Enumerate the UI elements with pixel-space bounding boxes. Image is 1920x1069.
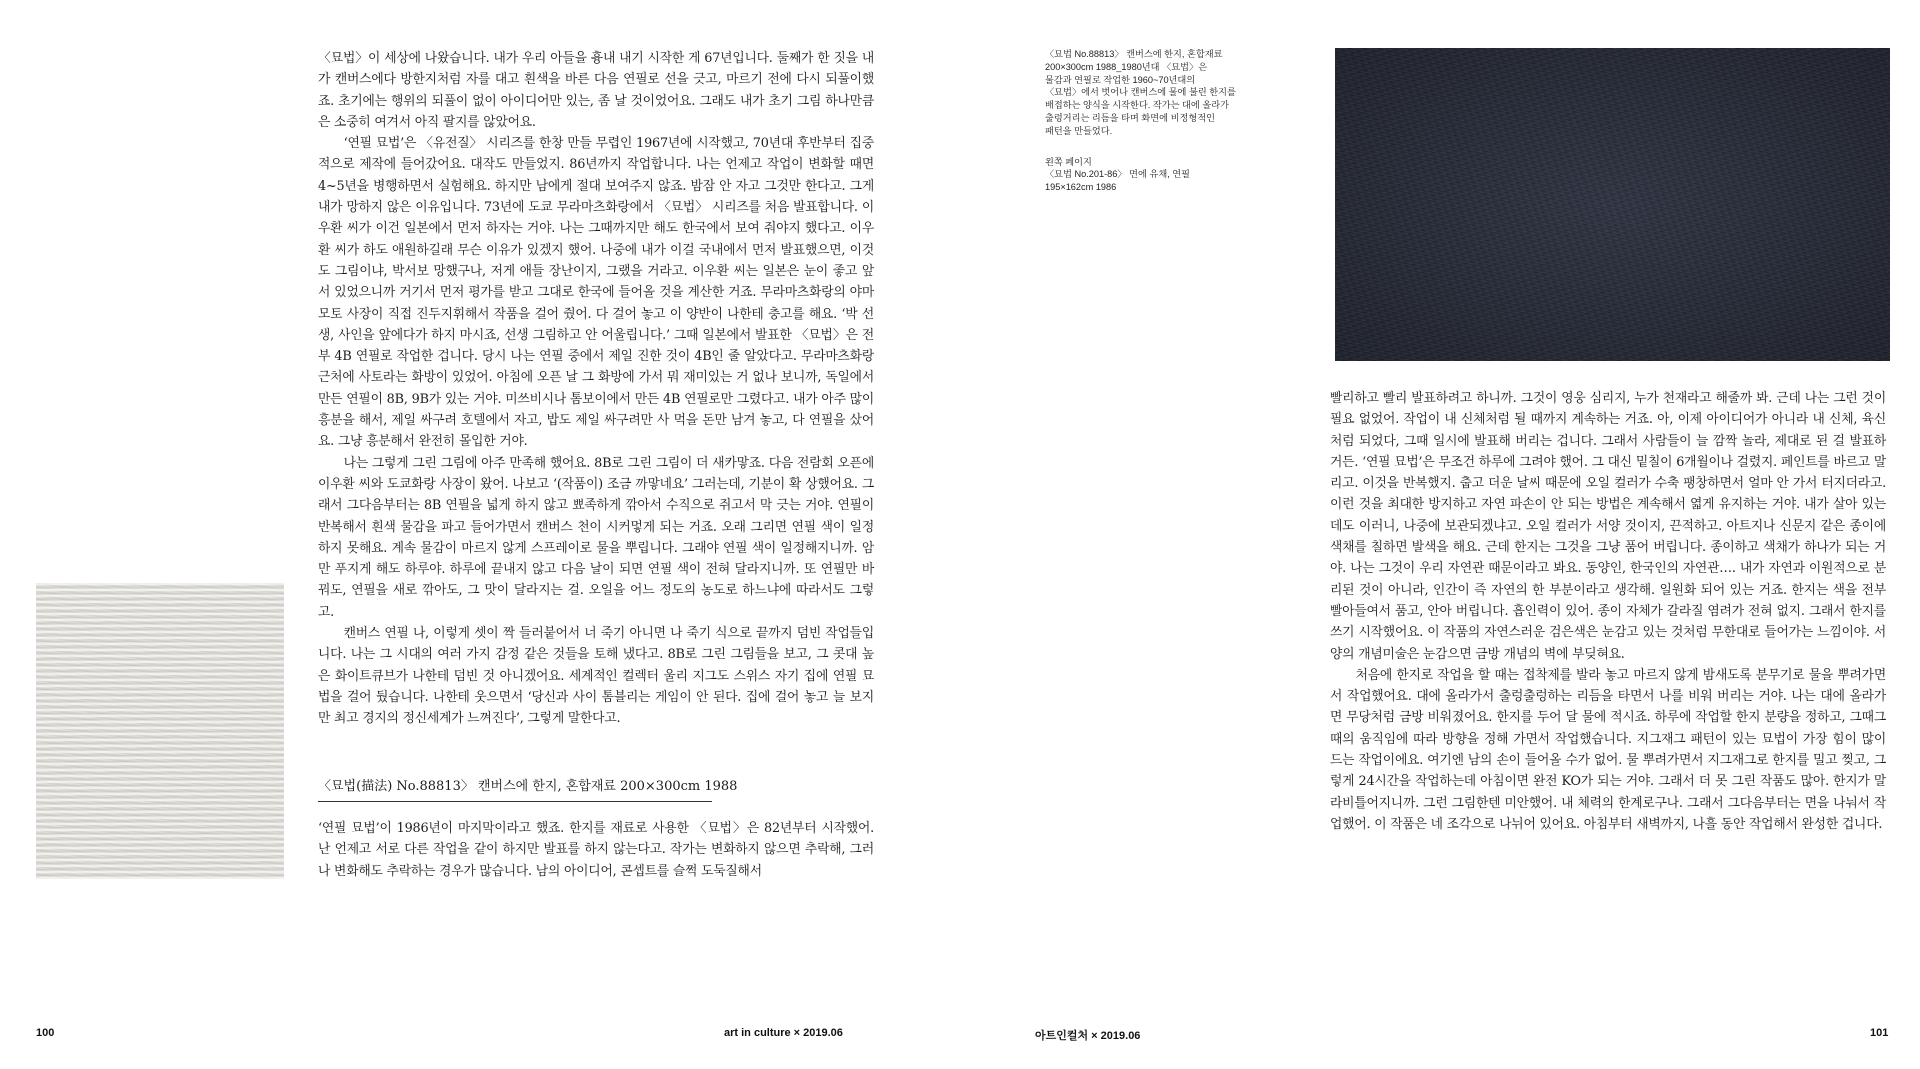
caption-line: 배접하는 양식을 시작한다. 작가는 대에 올라가 bbox=[1045, 100, 1229, 111]
body-paragraph: 캔버스 연필 나, 이렇게 셋이 짝 들러붙어서 너 죽기 아니면 나 죽기 식으로 끝까지 덤빈 작업들입니다. 나는 그 시대의 여러 가지 감정 같은 것들을 토해 냈다고. 8B로 그린 그림들을 보고, 그 콧대 높은 화이트큐브가 나한테 덤빈 것 아니겠어요. 세계적인 컬렉터 울리 지그도 스위스 자기 집에 연필 묘법을 걸어 뒀습니다. 나한테 웃으면서 ‘당신과 사이 톰블리는 게임이 안 된다. 집에 걸어 놓고 늘 보지만 최고 경지의 정신세계가 느껴진다’, 그렇게 말한다고. bbox=[318, 626, 874, 727]
body-paragraph: ‘연필 묘법’은 〈유전질〉 시리즈를 한창 만들 무렵인 1967년에 시작했고, 70년대 후반부터 집중적으로 제작에 들어갔어요. 대작도 만들었지. 86년까지 작업합니다. 나는 언제고 작업이 변화할 때면 4~5년을 병행하면서 실험해요. 하지만 남에게 절대 보여주지 않죠. 밤잠 안 자고 그것만 한다고. 그게 내가 망하지 않은 이유입니다. 73년에 도쿄 무라마츠화랑에서 〈묘법〉 시리즈를 처음 발표합니다. 이우환 씨가 이건 일본에서 먼저 하자는 거야. 나는 그때까지만 해도 한국에서 보여 줘야지 했다고. 이우환 씨가 하도 애원하길래 무슨 이유가 있겠지 했어. 나중에 내가 이걸 국내에서 먼저 발표했으면, 이것도 그림이냐, 박서보 망했구나, 저게 애들 장난이지, 그랬을 거라고. 이우환 씨는 일본은 눈이 좋고 앞서 있었으니까 거기서 먼저 평가를 받고 그대로 한국에 들어올 것을 계산한 거죠. 무라마츠화랑의 야마모토 사장이 직접 진두지휘해서 작품을 걸어 줬어. 다 걸어 놓고 이 양반이 나한테 충고를 해요. ‘박 선생, 사인을 앞에다가 하지 마시죠, 선생 그림하고 안 어울립니다.’ 그때 일본에서 발표한 〈묘법〉은 전부 4B 연필로 작업한 겁니다. 당시 나는 연필 중에서 제일 진한 것이 4B인 줄 알았다고. 무라마츠화랑 근처에 사토라는 화방이 있었어. 아침에 오픈 날 그 화방에 가서 뭐 재미있는 거 없나 보니까, 독일에서 만든 연필이 8B, 9B가 있는 거야. 미쓰비시나 톰보이에서 만든 4B 연필로만 그렸다고. 내가 아주 많이 흥분을 해서, 제일 싸구려 호텔에서 자고, 밥도 제일 싸구려만 사 먹을 돈만 남겨 놓고, 다 연필을 샀어요. 그냥 흥분해서 완전히 몰입한 거야. bbox=[318, 136, 874, 450]
caption-line: 195×162cm 1986 bbox=[1045, 182, 1117, 193]
section-heading: 〈묘법(描法) No.88813〉 캔버스에 한지, 혼합재료 200×300cm 1988 bbox=[318, 779, 738, 794]
caption-line: 〈묘법〉에서 벗어나 캔버스에 물에 불린 한지를 bbox=[1045, 87, 1236, 98]
caption-line: 왼쪽 페이지 bbox=[1045, 156, 1092, 167]
page-number-left: 100 bbox=[36, 1027, 55, 1039]
caption-line: 〈묘법 No.201-86〉 면에 유채, 연필 bbox=[1045, 169, 1191, 180]
section-heading-underline bbox=[318, 801, 712, 802]
left-artwork-image bbox=[36, 583, 284, 879]
body-paragraph: 나는 그렇게 그린 그림에 아주 만족해 했어요. 8B로 그린 그림이 더 새카맣죠. 다음 전람회 오픈에 이우환 씨와 도쿄화랑 사장이 왔어. 나보고 ‘(작품이) 조금 까맣네요’ 그러는데, 기분이 확 상했어요. 그래서 그다음부터는 8B 연필을 넓게 하지 않고 뾰족하게 깎아서 수직으로 쥐고서 막 긋는 거야. 연필이 반복해서 흰색 물감을 파고 들어가면서 캔버스 천이 시커멓게 되는 거죠. 오래 그리면 연필 색이 일정하지 못해요. 계속 물감이 마르지 않게 스프레이로 물을 뿌립니다. 그래야 연필 색이 일정해지니까. 암만 푸지게 해도 하루야. 하루에 끝내지 않고 다음 날이 되면 연필 색이 전혀 달라지니까. 또 연필만 바꿔도, 연필을 새로 깎아도, 그 맛이 달라지는 걸. 오일을 어느 정도의 농도로 하느냐에 따라서도 그렇고. bbox=[318, 455, 874, 620]
caption-line: 출렁거리는 리듬을 타며 화면에 비정형적인 bbox=[1045, 112, 1215, 123]
magazine-footer-left: art in culture × 2019.06 bbox=[724, 1027, 843, 1039]
caption-line: 패턴을 만들었다. bbox=[1045, 125, 1113, 136]
magazine-footer-right: 아트인컬처 × 2019.06 bbox=[1035, 1030, 1141, 1042]
caption-line: 물감과 연필로 작업한 1960~70년대의 bbox=[1045, 74, 1196, 85]
caption-line: 〈묘법 No.88813〉 캔버스에 한지, 혼합재료 bbox=[1045, 49, 1223, 59]
caption-line: 200×300cm 1988_1980년대 〈묘법〉은 bbox=[1045, 61, 1208, 72]
body-paragraph: ‘연필 묘법’이 1986년이 마지막이라고 했죠. 한지를 재료로 사용한 〈묘법〉은 82년부터 시작했어. 난 언제고 서로 다른 작업을 같이 하지만 발표를 하지 않는다고. 작가는 변화하지 않으면 추락해, 그러나 변화해도 추락하는 경우가 많습니다. 남의 아이디어, 콘셉트를 슬쩍 도둑질해서 bbox=[318, 821, 874, 879]
left-body-text bbox=[318, 48, 874, 730]
body-paragraph: 〈묘법〉이 세상에 나왔습니다. 내가 우리 아들을 흉내 내기 시작한 게 67년입니다. 둘째가 한 짓을 내가 캔버스에다 방한지처럼 자를 대고 흰색을 바른 다음 연필로 선을 긋고, 마르기 전에 다시 되풀이했죠. 초기에는 행위의 되풀이 없이 아이디어만 있는, 좀 날 것이었어요. 그래도 내가 초기 그림 하나만큼은 소중히 여겨서 아직 팔지를 않았어요. bbox=[318, 51, 874, 130]
body-paragraph: 처음에 한지로 작업을 할 때는 접착제를 발라 놓고 마르지 않게 밤새도록 분무기로 물을 뿌려가면서 작업했어요. 대에 올라가서 출렁출렁하는 리듬을 타면서 나를 비워 버리는 거야. 나는 대에 올라가면 무당처럼 금방 비워졌어요. 한지를 두어 달 물에 적시죠. 하루에 작업할 한지 분량을 정하고, 그때그때의 움직임에 따라 방향을 정해 가면서 작업했습니다. 지그재그 패턴이 있는 묘법이 가장 힘이 많이 드는 작업이에요. 여기엔 남의 손이 들어올 수가 없어. 물 뿌려가면서 지그재그로 한지를 밀고 찢고, 그렇게 24시간을 작업하는데 아침이면 완전 KO가 되는 거야. 그래서 더 못 그린 작품도 많아. 한지가 말라비틀어지니까. 그런 그림한텐 미안했어. 내 체력의 한계로구나. 그래서 그다음부터는 면을 나눠서 작업했어. 이 작품은 네 조각으로 나뉘어 있어요. 아침부터 새벽까지, 나흘 동안 작업해서 완성한 겁니다. bbox=[1330, 667, 1886, 832]
artwork-caption bbox=[1045, 48, 1245, 194]
body-paragraph: 빨리하고 빨리 발표하려고 하니까. 그것이 영웅 심리지, 누가 천재라고 해줄까 봐. 근데 나는 그런 것이 필요 없었어. 작업이 내 신체처럼 될 때까지 계속하는 거죠. 아, 이제 아이디어가 아니라 내 신체, 육신처럼 되었다, 그때 일시에 발표해 버리는 겁니다. 그래서 사람들이 늘 깜짝 놀라, 제대로 된 걸 발표하거든. ‘연필 묘법’은 무조건 하루에 그려야 했어. 그 대신 밑칠이 6개월이나 걸렸지. 페인트를 바르고 말리고. 이것을 반복했지. 춥고 더운 날씨 때문에 오일 컬러가 수축 팽창하면서 얼마 안 가서 터지더라고. 이런 것을 최대한 방지하고 자연 파손이 안 되는 방법은 계속해서 엷게 유지하는 거야. 내가 살아 있는데도 이러니, 나중에 보관되겠냐고. 오일 컬러가 서양 것이지, 끈적하고. 아트지나 신문지 같은 종이에 색채를 칠하면 발색을 해요. 근데 한지는 그것을 그냥 품어 버립니다. 종이하고 색채가 하나가 되는 거야. 나는 그것이 우리 자연관 때문이라고 봐요. 동양인, 한국인의 자연관…. 내가 자연과 이원적으로 분리된 것이 아니라, 인간이 즉 자연의 한 부분이라고 생각해. 일원화 되어 있는 거죠. 한지는 색을 전부 빨아들여서 품고, 안아 버립니다. 흡인력이 있어. 종이 자체가 갈라질 염려가 전혀 없지. 그래서 한지를 쓰기 시작했어요. 이 작품의 자연스러운 검은색은 눈감고 있는 것처럼 무한대로 들어가는 느낌이야. 서양의 개념미술은 눈감으면 금방 개념의 벽에 부딪혀요. bbox=[1330, 391, 1886, 662]
left-body-text-continued bbox=[318, 818, 874, 882]
right-body-text bbox=[1330, 388, 1886, 835]
right-artwork-image bbox=[1335, 48, 1890, 361]
page-number-right: 101 bbox=[1870, 1027, 1889, 1039]
